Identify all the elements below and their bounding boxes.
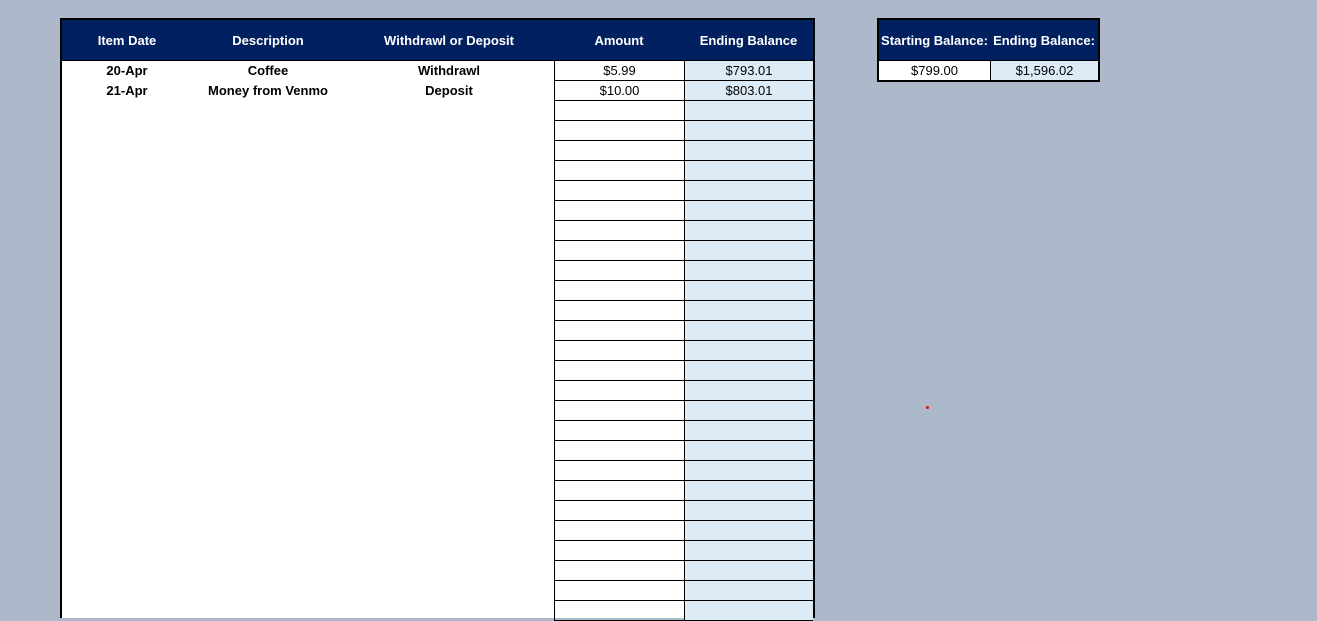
ending-balance-value xyxy=(685,181,813,200)
cell-ending-balance[interactable] xyxy=(684,441,813,461)
amount-value xyxy=(555,121,684,140)
transaction-ledger xyxy=(60,18,815,618)
cell-ending-balance[interactable] xyxy=(684,101,813,121)
cell-ending-balance[interactable] xyxy=(684,221,813,241)
cell-amount[interactable] xyxy=(554,221,684,241)
cell-amount[interactable] xyxy=(554,241,684,261)
cell-withdrawl-or-deposit[interactable] xyxy=(344,361,554,381)
balance-summary xyxy=(877,18,1100,82)
cell-amount[interactable] xyxy=(554,501,684,521)
ending-balance-value xyxy=(685,541,813,560)
amount-value xyxy=(555,281,684,300)
cell-withdrawl-or-deposit[interactable] xyxy=(344,561,554,581)
cell-item-date[interactable] xyxy=(62,261,192,281)
cell-description[interactable] xyxy=(192,161,344,181)
cell-amount[interactable] xyxy=(554,401,684,421)
cell-item-date[interactable] xyxy=(62,601,192,621)
ending-balance-value: $793.01 xyxy=(725,63,773,78)
table-row xyxy=(62,261,813,281)
amount-value xyxy=(555,261,684,280)
cell-withdrawl-or-deposit[interactable] xyxy=(344,101,554,121)
cell-withdrawl-or-deposit[interactable] xyxy=(344,481,554,501)
cursor-dot xyxy=(926,406,929,409)
cell-item-date[interactable] xyxy=(62,381,192,401)
amount-value xyxy=(555,421,684,440)
amount-value xyxy=(555,601,684,620)
amount-value: $10.00 xyxy=(599,83,640,98)
cell-withdrawl-or-deposit[interactable] xyxy=(344,541,554,561)
cell-ending-balance[interactable] xyxy=(684,281,813,301)
cell-description[interactable] xyxy=(192,501,344,521)
cell-description[interactable] xyxy=(192,381,344,401)
cell-amount[interactable] xyxy=(554,61,684,81)
cell-amount[interactable] xyxy=(554,481,684,501)
cell-description[interactable] xyxy=(192,121,344,141)
amount-value xyxy=(555,541,684,560)
ending-balance-value xyxy=(685,241,813,260)
cell-description[interactable] xyxy=(192,421,344,441)
cell-description[interactable] xyxy=(192,461,344,481)
table-row xyxy=(62,601,813,621)
ending-balance-value xyxy=(685,161,813,180)
cell-item-date[interactable] xyxy=(62,501,192,521)
ending-balance-value: $803.01 xyxy=(725,83,773,98)
cell-description[interactable] xyxy=(192,541,344,561)
table-row xyxy=(62,301,813,321)
table-row xyxy=(62,581,813,601)
amount-value xyxy=(555,521,684,540)
cell-description[interactable] xyxy=(192,561,344,581)
cell-description[interactable] xyxy=(192,281,344,301)
cell-description[interactable] xyxy=(192,141,344,161)
cell-item-date[interactable] xyxy=(62,441,192,461)
cell-amount[interactable] xyxy=(554,601,684,621)
cell-ending-balance[interactable] xyxy=(684,121,813,141)
ending-balance-value xyxy=(685,341,813,360)
table-row xyxy=(62,421,813,441)
table-row xyxy=(62,181,813,201)
ending-balance-value xyxy=(685,521,813,540)
cell-amount[interactable] xyxy=(554,101,684,121)
cell-amount[interactable] xyxy=(554,541,684,561)
cell-ending-balance[interactable] xyxy=(684,241,813,261)
cell-ending-balance[interactable] xyxy=(684,361,813,381)
cell-amount[interactable] xyxy=(554,121,684,141)
ending-balance-value xyxy=(685,361,813,380)
table-row xyxy=(62,201,813,221)
table-row xyxy=(62,241,813,261)
amount-value xyxy=(555,181,684,200)
header-withdrawl-or-deposit[interactable]: Withdrawl or Deposit xyxy=(384,33,514,48)
cell-item-date[interactable] xyxy=(62,581,192,601)
header-item-date[interactable]: Item Date xyxy=(97,33,157,48)
cell-withdrawl-or-deposit[interactable] xyxy=(344,261,554,281)
cell-amount[interactable] xyxy=(554,441,684,461)
cell-amount[interactable] xyxy=(554,81,684,101)
cell-item-date[interactable] xyxy=(62,201,192,221)
cell-description[interactable] xyxy=(192,521,344,541)
cell-ending-balance[interactable] xyxy=(684,181,813,201)
table-row xyxy=(62,61,813,81)
cell-ending-balance[interactable] xyxy=(684,161,813,181)
cell-amount[interactable] xyxy=(554,201,684,221)
table-row xyxy=(62,541,813,561)
cell-description[interactable] xyxy=(192,361,344,381)
cell-item-date[interactable] xyxy=(62,561,192,581)
cell-withdrawl-or-deposit[interactable] xyxy=(344,141,554,161)
table-row xyxy=(62,401,813,421)
cell-withdrawl-or-deposit[interactable] xyxy=(344,281,554,301)
cell-amount[interactable] xyxy=(554,421,684,441)
cell-ending-balance[interactable] xyxy=(684,521,813,541)
cell-description[interactable] xyxy=(192,301,344,321)
ending-balance-value xyxy=(685,321,813,340)
amount-value xyxy=(555,201,684,220)
cell-ending-balance[interactable] xyxy=(684,601,813,621)
cell-amount[interactable] xyxy=(554,301,684,321)
ending-balance-value xyxy=(685,401,813,420)
cell-withdrawl-or-deposit[interactable] xyxy=(344,301,554,321)
cell-withdrawl-or-deposit[interactable] xyxy=(344,181,554,201)
ending-balance-value xyxy=(685,301,813,320)
cell-withdrawl-or-deposit[interactable] xyxy=(344,581,554,601)
cell-withdrawl-or-deposit[interactable] xyxy=(344,341,554,361)
cell-description[interactable] xyxy=(192,181,344,201)
cell-withdrawl-or-deposit[interactable] xyxy=(344,501,554,521)
cell-withdrawl-or-deposit[interactable] xyxy=(344,461,554,481)
ending-balance-value xyxy=(685,121,813,140)
header-summary-ending-balance[interactable]: Ending Balance: xyxy=(993,33,1095,48)
amount-value xyxy=(555,241,684,260)
cell-description[interactable] xyxy=(192,321,344,341)
amount-value xyxy=(555,141,684,160)
amount-value xyxy=(555,501,684,520)
amount-value xyxy=(555,581,684,600)
cell-ending-balance[interactable] xyxy=(684,481,813,501)
table-row xyxy=(62,361,813,381)
ending-balance-value xyxy=(685,501,813,520)
cell-item-date[interactable] xyxy=(62,241,192,261)
cell-amount[interactable] xyxy=(554,141,684,161)
cell-item-date[interactable] xyxy=(62,221,192,241)
starting-balance-value[interactable]: $799.00 xyxy=(879,61,991,80)
ending-balance-value xyxy=(685,601,813,620)
table-row xyxy=(62,561,813,581)
cell-withdrawl-or-deposit[interactable]: Withdrawl xyxy=(418,63,480,78)
amount-value xyxy=(555,441,684,460)
table-row xyxy=(62,521,813,541)
ending-balance-value xyxy=(685,221,813,240)
cell-item-date[interactable] xyxy=(62,321,192,341)
ending-balance-value xyxy=(685,201,813,220)
cell-item-date[interactable] xyxy=(62,301,192,321)
ending-balance-value[interactable]: $1,596.02 xyxy=(991,61,1098,80)
cell-description[interactable]: Coffee xyxy=(247,63,289,78)
cell-item-date[interactable] xyxy=(62,361,192,381)
cell-item-date[interactable] xyxy=(62,521,192,541)
cell-amount[interactable] xyxy=(554,561,684,581)
table-row xyxy=(62,101,813,121)
cell-ending-balance[interactable] xyxy=(684,561,813,581)
amount-value xyxy=(555,321,684,340)
cell-withdrawl-or-deposit[interactable] xyxy=(344,421,554,441)
cell-description[interactable] xyxy=(192,101,344,121)
cell-ending-balance[interactable] xyxy=(684,141,813,161)
cell-withdrawl-or-deposit[interactable] xyxy=(344,401,554,421)
amount-value xyxy=(555,341,684,360)
cell-withdrawl-or-deposit[interactable] xyxy=(344,521,554,541)
cell-withdrawl-or-deposit[interactable] xyxy=(344,321,554,341)
cell-item-date[interactable] xyxy=(62,101,192,121)
cell-description[interactable] xyxy=(192,481,344,501)
table-row xyxy=(62,461,813,481)
ending-balance-value xyxy=(685,421,813,440)
cell-ending-balance[interactable] xyxy=(684,81,813,101)
ending-balance-value xyxy=(685,281,813,300)
summary-header xyxy=(879,20,1098,61)
cell-ending-balance[interactable] xyxy=(684,581,813,601)
cell-item-date[interactable]: 20-Apr xyxy=(106,63,148,78)
amount-value: $5.99 xyxy=(603,63,636,78)
cell-item-date[interactable] xyxy=(62,541,192,561)
cell-amount[interactable] xyxy=(554,341,684,361)
cell-amount[interactable] xyxy=(554,461,684,481)
cell-withdrawl-or-deposit[interactable]: Deposit xyxy=(425,83,473,98)
cell-amount[interactable] xyxy=(554,381,684,401)
cell-amount[interactable] xyxy=(554,581,684,601)
cell-description[interactable] xyxy=(192,401,344,421)
cell-amount[interactable] xyxy=(554,181,684,201)
table-row xyxy=(62,281,813,301)
table-row xyxy=(62,321,813,341)
cell-item-date[interactable] xyxy=(62,421,192,441)
table-row xyxy=(62,341,813,361)
cell-item-date[interactable] xyxy=(62,281,192,301)
cell-item-date[interactable] xyxy=(62,181,192,201)
amount-value xyxy=(555,461,684,480)
cell-item-date[interactable] xyxy=(62,161,192,181)
cell-amount[interactable] xyxy=(554,261,684,281)
amount-value xyxy=(555,221,684,240)
cell-ending-balance[interactable] xyxy=(684,321,813,341)
header-description[interactable]: Description xyxy=(232,33,304,48)
ending-balance-value xyxy=(685,561,813,580)
cell-description[interactable] xyxy=(192,261,344,281)
amount-value xyxy=(555,301,684,320)
ending-balance-value xyxy=(685,261,813,280)
cell-description[interactable] xyxy=(192,201,344,221)
cell-withdrawl-or-deposit[interactable] xyxy=(344,161,554,181)
ending-balance-value xyxy=(685,481,813,500)
cell-amount[interactable] xyxy=(554,161,684,181)
cell-description[interactable] xyxy=(192,441,344,461)
cell-item-date[interactable] xyxy=(62,401,192,421)
amount-value xyxy=(555,401,684,420)
cell-item-date[interactable] xyxy=(62,341,192,361)
cell-withdrawl-or-deposit[interactable] xyxy=(344,121,554,141)
table-row xyxy=(62,441,813,461)
table-row xyxy=(62,501,813,521)
header-starting-balance[interactable]: Starting Balance: xyxy=(881,33,988,48)
cell-ending-balance[interactable] xyxy=(684,201,813,221)
cell-item-date[interactable] xyxy=(62,461,192,481)
ledger-header xyxy=(62,20,813,61)
table-row xyxy=(62,481,813,501)
ending-balance-value xyxy=(685,581,813,600)
cell-ending-balance[interactable] xyxy=(684,61,813,81)
cell-item-date[interactable] xyxy=(62,481,192,501)
amount-value xyxy=(555,101,684,120)
cell-withdrawl-or-deposit[interactable] xyxy=(344,441,554,461)
cell-item-date[interactable]: 21-Apr xyxy=(106,83,148,98)
table-row xyxy=(62,161,813,181)
cell-description[interactable] xyxy=(192,221,344,241)
amount-value xyxy=(555,561,684,580)
amount-value xyxy=(555,361,684,380)
ending-balance-value xyxy=(685,441,813,460)
cell-ending-balance[interactable] xyxy=(684,401,813,421)
cell-description[interactable] xyxy=(192,341,344,361)
cell-withdrawl-or-deposit[interactable] xyxy=(344,241,554,261)
ending-balance-value xyxy=(685,101,813,120)
cell-description[interactable] xyxy=(192,601,344,621)
header-amount[interactable]: Amount xyxy=(594,33,644,48)
cell-ending-balance[interactable] xyxy=(684,421,813,441)
table-row xyxy=(62,121,813,141)
cell-ending-balance[interactable] xyxy=(684,541,813,561)
cell-ending-balance[interactable] xyxy=(684,381,813,401)
cell-amount[interactable] xyxy=(554,361,684,381)
cell-ending-balance[interactable] xyxy=(684,301,813,321)
cell-withdrawl-or-deposit[interactable] xyxy=(344,381,554,401)
table-row xyxy=(62,81,813,101)
cell-description[interactable] xyxy=(192,581,344,601)
cell-withdrawl-or-deposit[interactable] xyxy=(344,601,554,621)
amount-value xyxy=(555,381,684,400)
cell-ending-balance[interactable] xyxy=(684,341,813,361)
ending-balance-value xyxy=(685,141,813,160)
table-row xyxy=(62,141,813,161)
cell-description[interactable] xyxy=(192,241,344,261)
cell-description[interactable]: Money from Venmo xyxy=(208,83,328,98)
cell-ending-balance[interactable] xyxy=(684,461,813,481)
cell-ending-balance[interactable] xyxy=(684,261,813,281)
cell-withdrawl-or-deposit[interactable] xyxy=(344,201,554,221)
cell-amount[interactable] xyxy=(554,521,684,541)
ending-balance-value xyxy=(685,461,813,480)
ending-balance-value xyxy=(685,381,813,400)
cell-amount[interactable] xyxy=(554,281,684,301)
cell-item-date[interactable] xyxy=(62,141,192,161)
cell-item-date[interactable] xyxy=(62,121,192,141)
amount-value xyxy=(555,481,684,500)
amount-value xyxy=(555,161,684,180)
table-row xyxy=(62,221,813,241)
cell-ending-balance[interactable] xyxy=(684,501,813,521)
cell-withdrawl-or-deposit[interactable] xyxy=(344,221,554,241)
table-row xyxy=(62,381,813,401)
cell-amount[interactable] xyxy=(554,321,684,341)
header-ending-balance[interactable]: Ending Balance xyxy=(699,33,798,48)
